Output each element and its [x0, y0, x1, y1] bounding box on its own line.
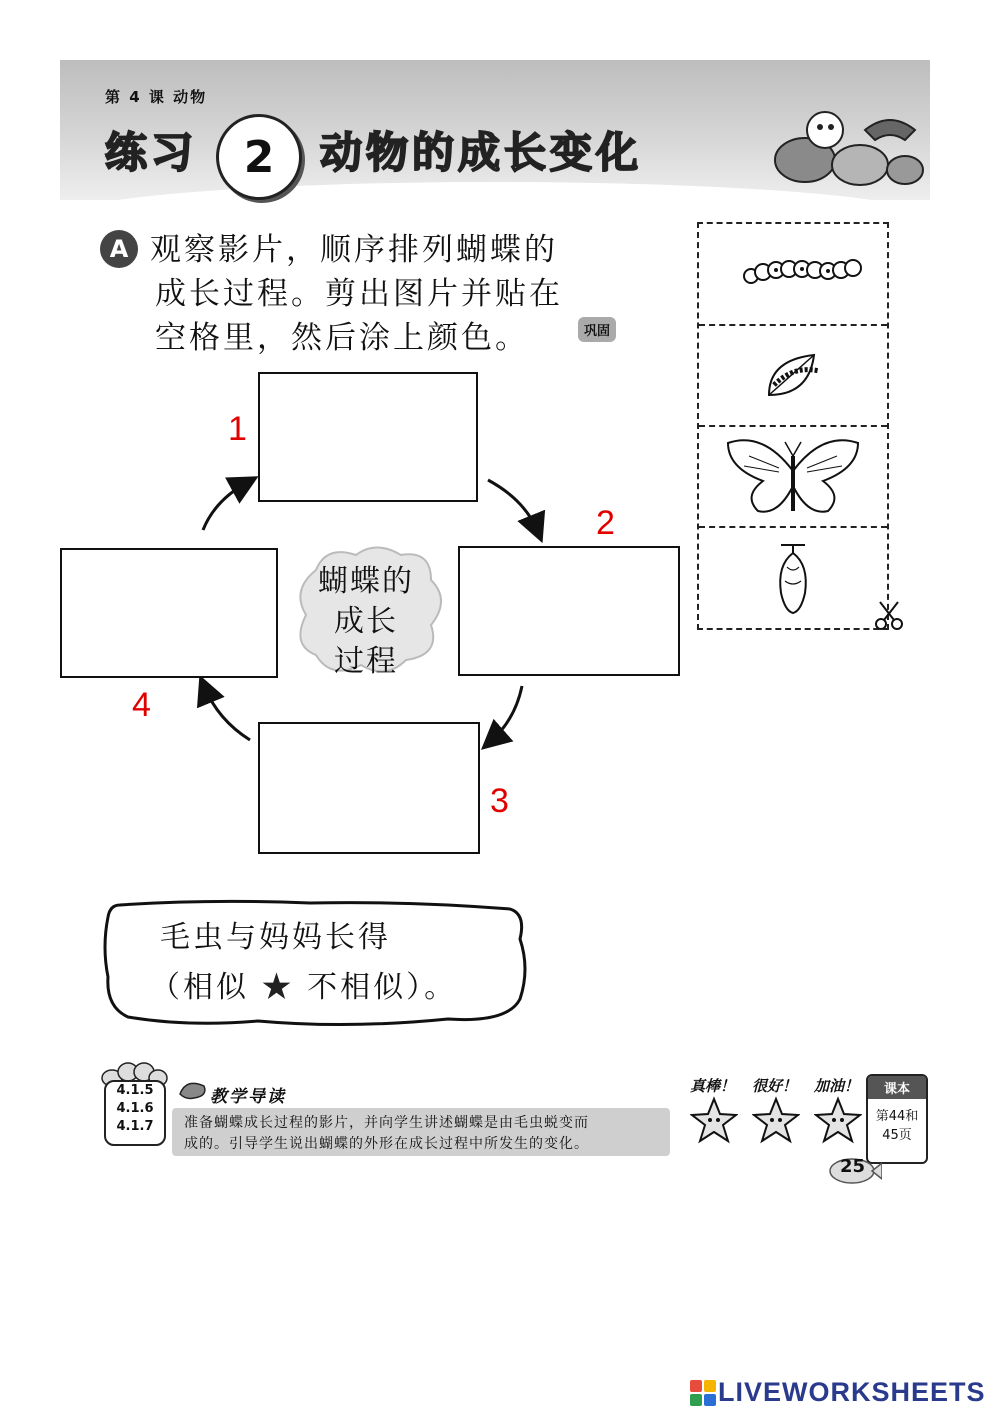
drop-slot-1[interactable] — [258, 372, 478, 502]
slot-number-3: 3 — [490, 782, 509, 820]
code-item: 4.1.6 — [116, 1101, 154, 1116]
cutout-chrysalis[interactable] — [699, 527, 887, 627]
star-icon[interactable]: ★ — [261, 970, 295, 1005]
slot-number-1: 1 — [228, 410, 247, 448]
title-prefix: 练习 — [105, 128, 198, 177]
page-title: 动物的成长变化 — [320, 128, 643, 177]
animals-decoration-icon — [765, 100, 925, 190]
code-item: 4.1.7 — [116, 1119, 154, 1134]
instruction-line: 观察影片，顺序排列蝴蝶的 — [150, 232, 558, 268]
slot-number-2: 2 — [596, 504, 615, 542]
instruction-line: 空格里，然后涂上颜色。 — [155, 320, 529, 356]
textbook-title: 课本 — [868, 1076, 926, 1099]
textbook-pages: 45页 — [882, 1128, 912, 1143]
drop-slot-4[interactable] — [60, 548, 278, 678]
arrow-2-3 — [490, 686, 522, 742]
textbook-reference — [866, 1074, 928, 1164]
teaching-guide-label: 教学导读 — [210, 1087, 286, 1107]
egg-on-leaf-icon — [699, 325, 887, 425]
drop-slot-3[interactable] — [258, 722, 480, 854]
center-label: 成长 — [334, 604, 398, 639]
caterpillar-icon — [699, 224, 887, 324]
whale-icon — [178, 1076, 208, 1102]
brand-mark-icon — [690, 1380, 716, 1406]
teaching-guide-text: 成的。引导学生说出蝴蝶的外形在成长过程中所发生的变化。 — [184, 1136, 589, 1152]
arrow-1-2 — [488, 480, 538, 532]
scissors-icon — [872, 598, 906, 632]
lesson-label: 第 4 课 动物 — [105, 88, 208, 106]
arrow-3-4 — [204, 686, 250, 740]
cutout-butterfly[interactable] — [699, 426, 887, 528]
choice-close: 不相似）。 — [294, 970, 458, 1005]
praise-label: 真棒！ — [690, 1077, 736, 1095]
center-label: 蝴蝶的 — [318, 564, 414, 599]
cutout-egg-on-leaf[interactable] — [699, 325, 887, 427]
chrysalis-icon — [699, 527, 887, 627]
cutout-caterpillar[interactable] — [699, 224, 887, 326]
praise-label: 加油！ — [814, 1077, 860, 1095]
butterfly-icon — [699, 426, 887, 526]
drop-slot-2[interactable] — [458, 546, 680, 676]
textbook-pages: 第44和 — [875, 1109, 919, 1124]
choice-open: （相似 — [150, 970, 262, 1005]
section-badge: A — [100, 230, 138, 268]
brand-name: LIVEWORKSHEETS — [718, 1377, 986, 1407]
center-label: 过程 — [334, 644, 398, 679]
star-rating-icon[interactable] — [690, 1096, 738, 1144]
praise-label: 很好！ — [752, 1077, 798, 1095]
teaching-guide-text: 准备蝴蝶成长过程的影片，并向学生讲述蝴蝶是由毛虫蜕变而 — [184, 1115, 589, 1131]
cutout-strip — [697, 222, 889, 630]
statement-line: 毛虫与妈妈长得 — [160, 920, 391, 955]
slot-number-4: 4 — [132, 686, 151, 724]
star-rating-icon[interactable] — [752, 1096, 800, 1144]
arrow-4-1 — [203, 482, 248, 530]
exercise-number: 2 — [216, 114, 302, 200]
choice-line — [150, 962, 457, 1006]
instruction-line: 成长过程。剪出图片并贴在 — [155, 276, 563, 312]
brand-logo[interactable] — [690, 1377, 986, 1408]
code-item: 4.1.5 — [116, 1083, 154, 1098]
standard-codes — [104, 1080, 166, 1146]
consolidate-tag: 巩固 — [578, 317, 616, 342]
star-rating-icon[interactable] — [814, 1096, 862, 1144]
page-number: 25 — [840, 1156, 866, 1177]
